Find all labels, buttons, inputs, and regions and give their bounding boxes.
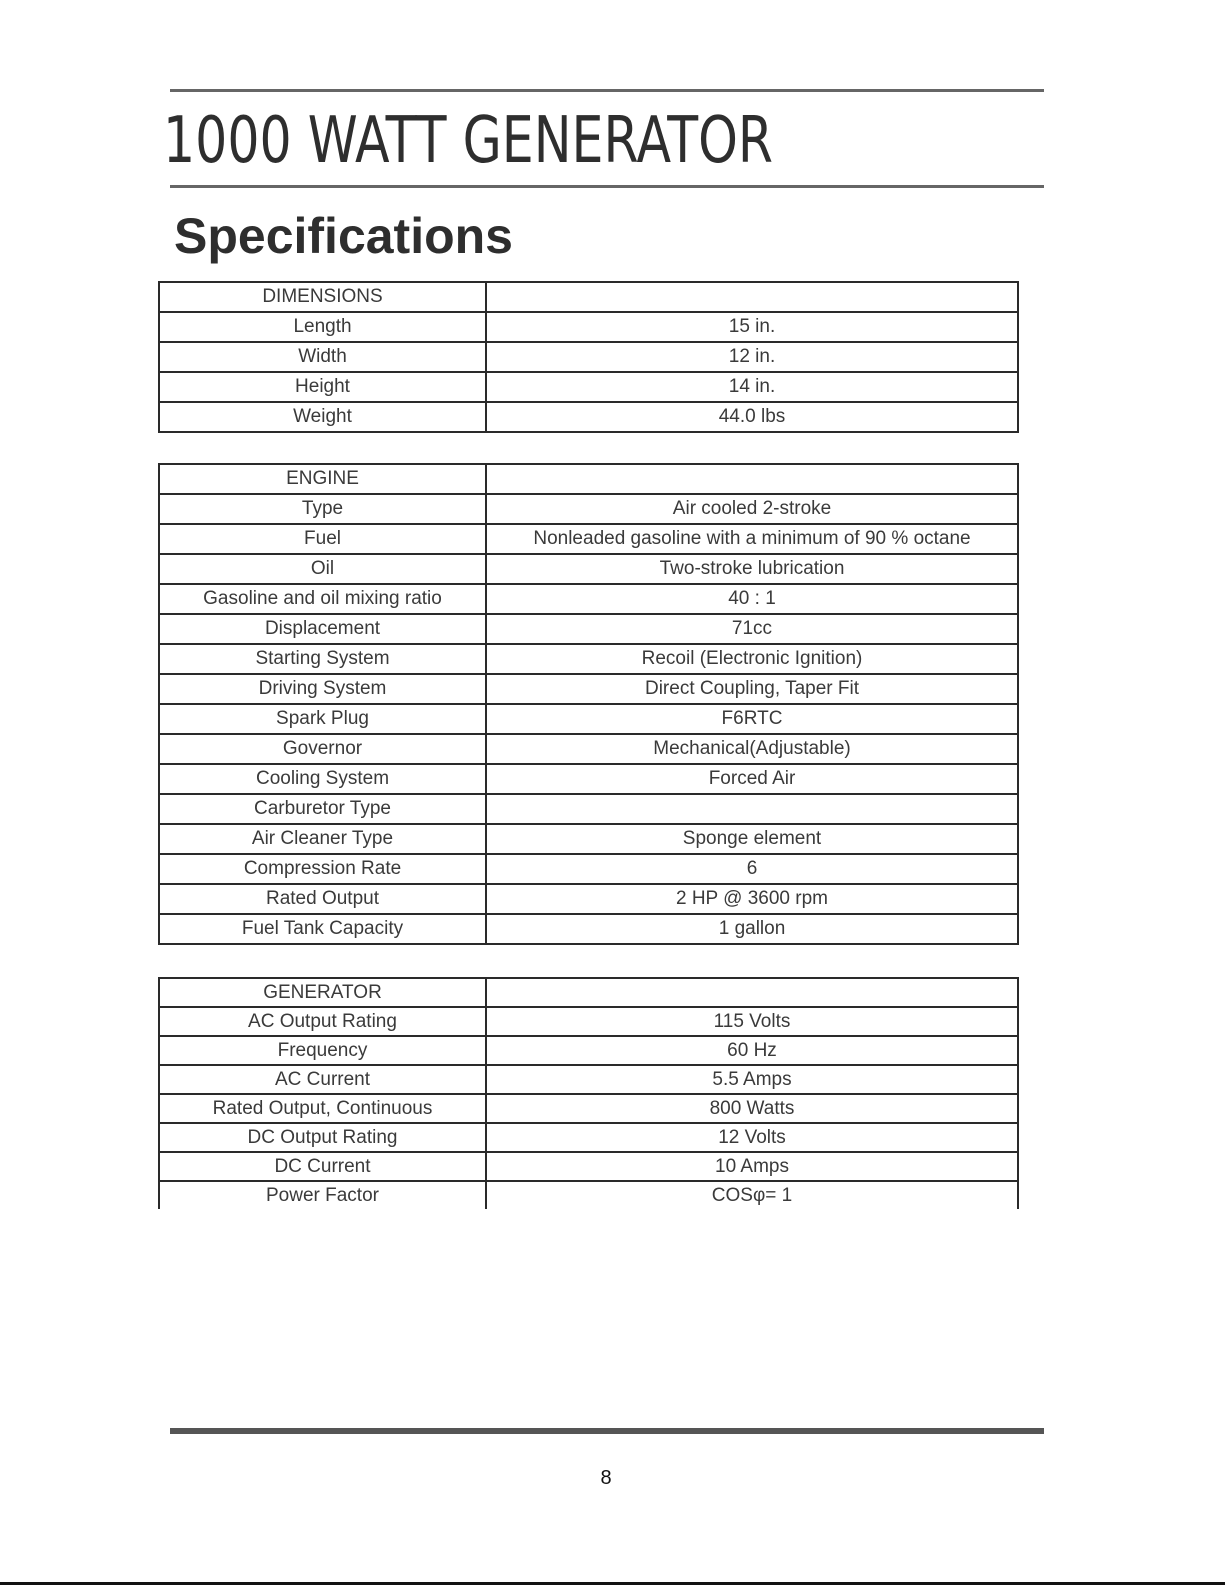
spec-label: Height <box>159 372 486 402</box>
spec-value: 1 gallon <box>486 914 1018 944</box>
table-row <box>159 524 1018 554</box>
spec-label: Displacement <box>159 614 486 644</box>
table-row <box>159 854 1018 884</box>
spec-value: 15 in. <box>486 312 1018 342</box>
spec-value: 44.0 lbs <box>486 402 1018 432</box>
spec-label: Oil <box>159 554 486 584</box>
spec-value: 6 <box>486 854 1018 884</box>
spec-label: Rated Output <box>159 884 486 914</box>
table-row <box>159 342 1018 372</box>
spec-label: Starting System <box>159 644 486 674</box>
spec-label: Cooling System <box>159 764 486 794</box>
table-row <box>159 794 1018 824</box>
spec-label: Rated Output, Continuous <box>159 1094 486 1123</box>
spec-value: 40 : 1 <box>486 584 1018 614</box>
table-row <box>159 674 1018 704</box>
spec-value: Air cooled 2-stroke <box>486 494 1018 524</box>
spec-label: DC Current <box>159 1152 486 1181</box>
spec-value: 12 Volts <box>486 1123 1018 1152</box>
spec-value: Recoil (Electronic Ignition) <box>486 644 1018 674</box>
table-row <box>159 1065 1018 1094</box>
page-number: 8 <box>600 1467 612 1489</box>
table-row <box>159 734 1018 764</box>
engine-header: ENGINE <box>159 464 486 494</box>
spec-label: AC Output Rating <box>159 1007 486 1036</box>
spec-value: 10 Amps <box>486 1152 1018 1181</box>
spec-label: Carburetor Type <box>159 794 486 824</box>
spec-label: Power Factor <box>159 1181 486 1209</box>
table-row <box>159 1036 1018 1065</box>
spec-label: Governor <box>159 734 486 764</box>
spec-label: Driving System <box>159 674 486 704</box>
spec-value: Direct Coupling, Taper Fit <box>486 674 1018 704</box>
spec-value: Two-stroke lubrication <box>486 554 1018 584</box>
spec-label: Gasoline and oil mixing ratio <box>159 584 486 614</box>
table-row <box>159 1094 1018 1123</box>
spec-label: Weight <box>159 402 486 432</box>
table-row <box>159 704 1018 734</box>
spec-value: Forced Air <box>486 764 1018 794</box>
table-row <box>159 914 1018 944</box>
generator-header-value <box>486 978 1018 1007</box>
table-row <box>159 764 1018 794</box>
spec-value: 800 Watts <box>486 1094 1018 1123</box>
table-row <box>159 494 1018 524</box>
table-header-row <box>159 978 1018 1007</box>
spec-value: F6RTC <box>486 704 1018 734</box>
table-row <box>159 402 1018 432</box>
dimensions-header: DIMENSIONS <box>159 282 486 312</box>
spec-label: DC Output Rating <box>159 1123 486 1152</box>
table-row <box>159 614 1018 644</box>
spec-label: AC Current <box>159 1065 486 1094</box>
table-row <box>159 372 1018 402</box>
dimensions-table <box>158 281 1019 433</box>
generator-header: GENERATOR <box>159 978 486 1007</box>
table-row <box>159 824 1018 854</box>
engine-table <box>158 463 1019 945</box>
document-title: 1000 WATT GENERATOR <box>163 104 774 178</box>
table-row <box>159 1007 1018 1036</box>
spec-label: Air Cleaner Type <box>159 824 486 854</box>
spec-value: Nonleaded gasoline with a minimum of 90 % octane <box>486 524 1018 554</box>
spec-label: Fuel <box>159 524 486 554</box>
generator-table <box>158 977 1019 1209</box>
spec-value: 14 in. <box>486 372 1018 402</box>
spec-label: Compression Rate <box>159 854 486 884</box>
title-rule <box>170 185 1044 188</box>
spec-value: 115 Volts <box>486 1007 1018 1036</box>
engine-header-value <box>486 464 1018 494</box>
table-row <box>159 644 1018 674</box>
dimensions-header-value <box>486 282 1018 312</box>
specifications-heading: Specifications <box>174 208 513 264</box>
table-row <box>159 312 1018 342</box>
spec-label: Frequency <box>159 1036 486 1065</box>
spec-value: 2 HP @ 3600 rpm <box>486 884 1018 914</box>
table-row <box>159 584 1018 614</box>
spec-value: Sponge element <box>486 824 1018 854</box>
table-header-row <box>159 282 1018 312</box>
table-row <box>159 884 1018 914</box>
spec-label: Fuel Tank Capacity <box>159 914 486 944</box>
footer-rule <box>170 1428 1044 1434</box>
spec-value: 60 Hz <box>486 1036 1018 1065</box>
table-row <box>159 554 1018 584</box>
spec-label: Width <box>159 342 486 372</box>
table-row <box>159 1123 1018 1152</box>
spec-value: 12 in. <box>486 342 1018 372</box>
spec-value: 71cc <box>486 614 1018 644</box>
table-row <box>159 1152 1018 1181</box>
spec-label: Length <box>159 312 486 342</box>
table-header-row <box>159 464 1018 494</box>
top-rule <box>170 89 1044 92</box>
spec-label: Type <box>159 494 486 524</box>
spec-label: Spark Plug <box>159 704 486 734</box>
spec-value <box>486 794 1018 824</box>
table-row <box>159 1181 1018 1209</box>
spec-value: Mechanical(Adjustable) <box>486 734 1018 764</box>
spec-value: 5.5 Amps <box>486 1065 1018 1094</box>
spec-value: COSφ= 1 <box>486 1181 1018 1209</box>
